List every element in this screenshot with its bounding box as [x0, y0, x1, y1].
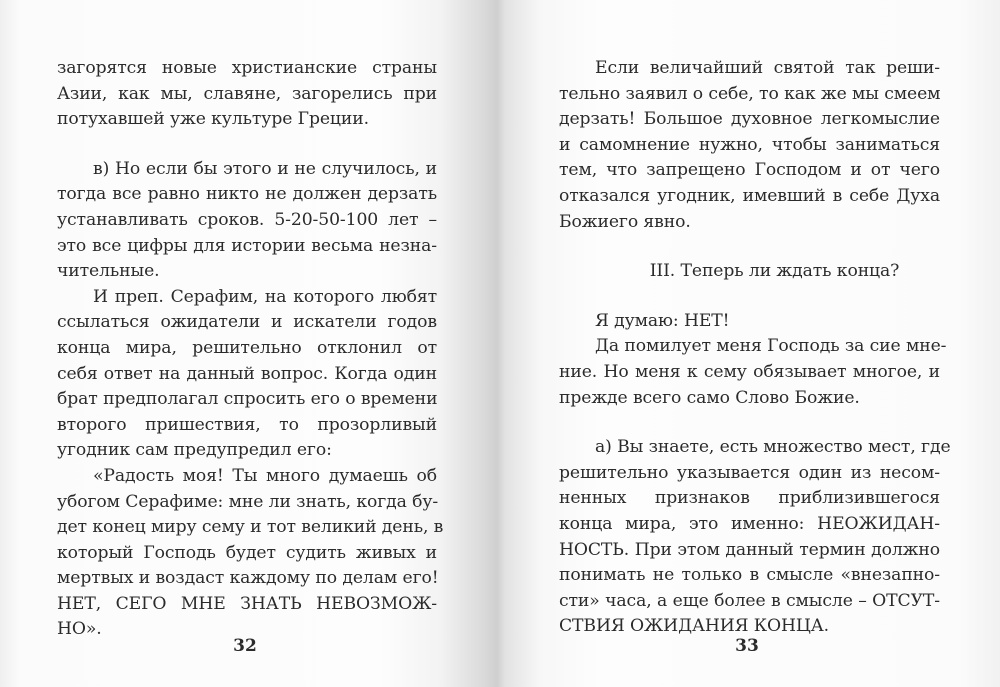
- text-line: ние. Но меня к сему обязывает многое, и: [559, 361, 940, 382]
- text-line: потухавшей уже культуре Греции.: [57, 109, 369, 130]
- text-line: Я думаю: НЕТ!: [595, 310, 730, 331]
- text-line: Если величайший святой так реши-: [595, 58, 940, 78]
- text-line: решительно указывается один из несом-: [559, 462, 940, 483]
- text-line: устанавливать сроков. 5-20-50-100 лет –: [57, 209, 437, 230]
- text-line: дерзать! Большое духовное легкомыслие: [559, 109, 940, 130]
- text-line: НОСТЬ. При этом данный термин должно: [559, 539, 940, 560]
- section-heading: III. Теперь ли ждать конца?: [649, 261, 900, 282]
- text-line: тем, что запрещено Господом и от чего: [559, 160, 940, 181]
- text-line: тельно заявил о себе, то как же мы смеем: [559, 83, 941, 104]
- text-line: убогом Серафиме: мне ли знать, когда бу-: [57, 491, 439, 512]
- text-line: понимать не только в смысле «внезапно-: [559, 565, 940, 586]
- text-line: чительные.: [57, 261, 160, 282]
- text-line: ссылаться ожидатели и искатели годов: [57, 312, 437, 333]
- text-line: мертвых и воздаст каждому по делам его!: [57, 568, 439, 589]
- text-line: прежде всего само Слово Божие.: [559, 387, 860, 408]
- text-line: который Господь будет судить живых и: [57, 542, 437, 563]
- text-line: в) Но если бы этого и не случилось, и: [93, 158, 437, 179]
- text-line: отказался угодник, имевший в себе Духа: [559, 185, 940, 206]
- text-line: дет конец миру сему и тот великий день, в: [57, 517, 444, 538]
- text-line: Да помилует меня Господь за сие мне-: [595, 336, 947, 357]
- right-page-text: [559, 56, 951, 640]
- page-number: 32: [233, 636, 257, 656]
- text-line: конца мира, решительно отклонил от: [57, 337, 437, 358]
- text-line: а) Вы знаете, есть множество мест, где: [595, 437, 951, 458]
- page-number: 33: [735, 636, 759, 656]
- text-line: НЕТ, СЕГО МНЕ ЗНАТЬ НЕВОЗМОЖ-: [57, 593, 437, 614]
- text-line: «Радость моя! Ты много думаешь об: [93, 465, 437, 486]
- text-line: тогда все равно никто не должен дерзать: [57, 184, 437, 205]
- text-line: угодник сам предупредил его:: [57, 440, 332, 461]
- text-line: себя ответ на данный вопрос. Когда один: [57, 363, 437, 384]
- text-line: загорятся новые христианские страны: [57, 58, 437, 78]
- text-line: Азии, как мы, славяне, загорелись при: [57, 83, 437, 104]
- text-line: второго пришествия, то прозорливый: [57, 414, 437, 435]
- text-line: ненных признаков приблизившегося: [559, 488, 940, 509]
- text-line: это все цифры для истории весьма незна-: [57, 235, 437, 256]
- text-line: сти» часа, а еще более в смысле – ОТСУТ-: [559, 590, 940, 611]
- text-line: конца мира, это именно: НЕОЖИДАН-: [559, 513, 940, 534]
- text-line: и самомнение нужно, чтобы заниматься: [559, 134, 940, 155]
- text-line: НО».: [57, 619, 102, 640]
- text-line: И преп. Серафим, на которого любят: [93, 286, 437, 307]
- text-line: брат предполагал спросить его о времени: [57, 389, 438, 410]
- text-line: СТВИЯ ОЖИДАНИЯ КОНЦА.: [559, 616, 830, 637]
- text-line: Божиего явно.: [559, 211, 691, 232]
- left-page-text: [57, 56, 444, 643]
- right-page: [500, 0, 1000, 687]
